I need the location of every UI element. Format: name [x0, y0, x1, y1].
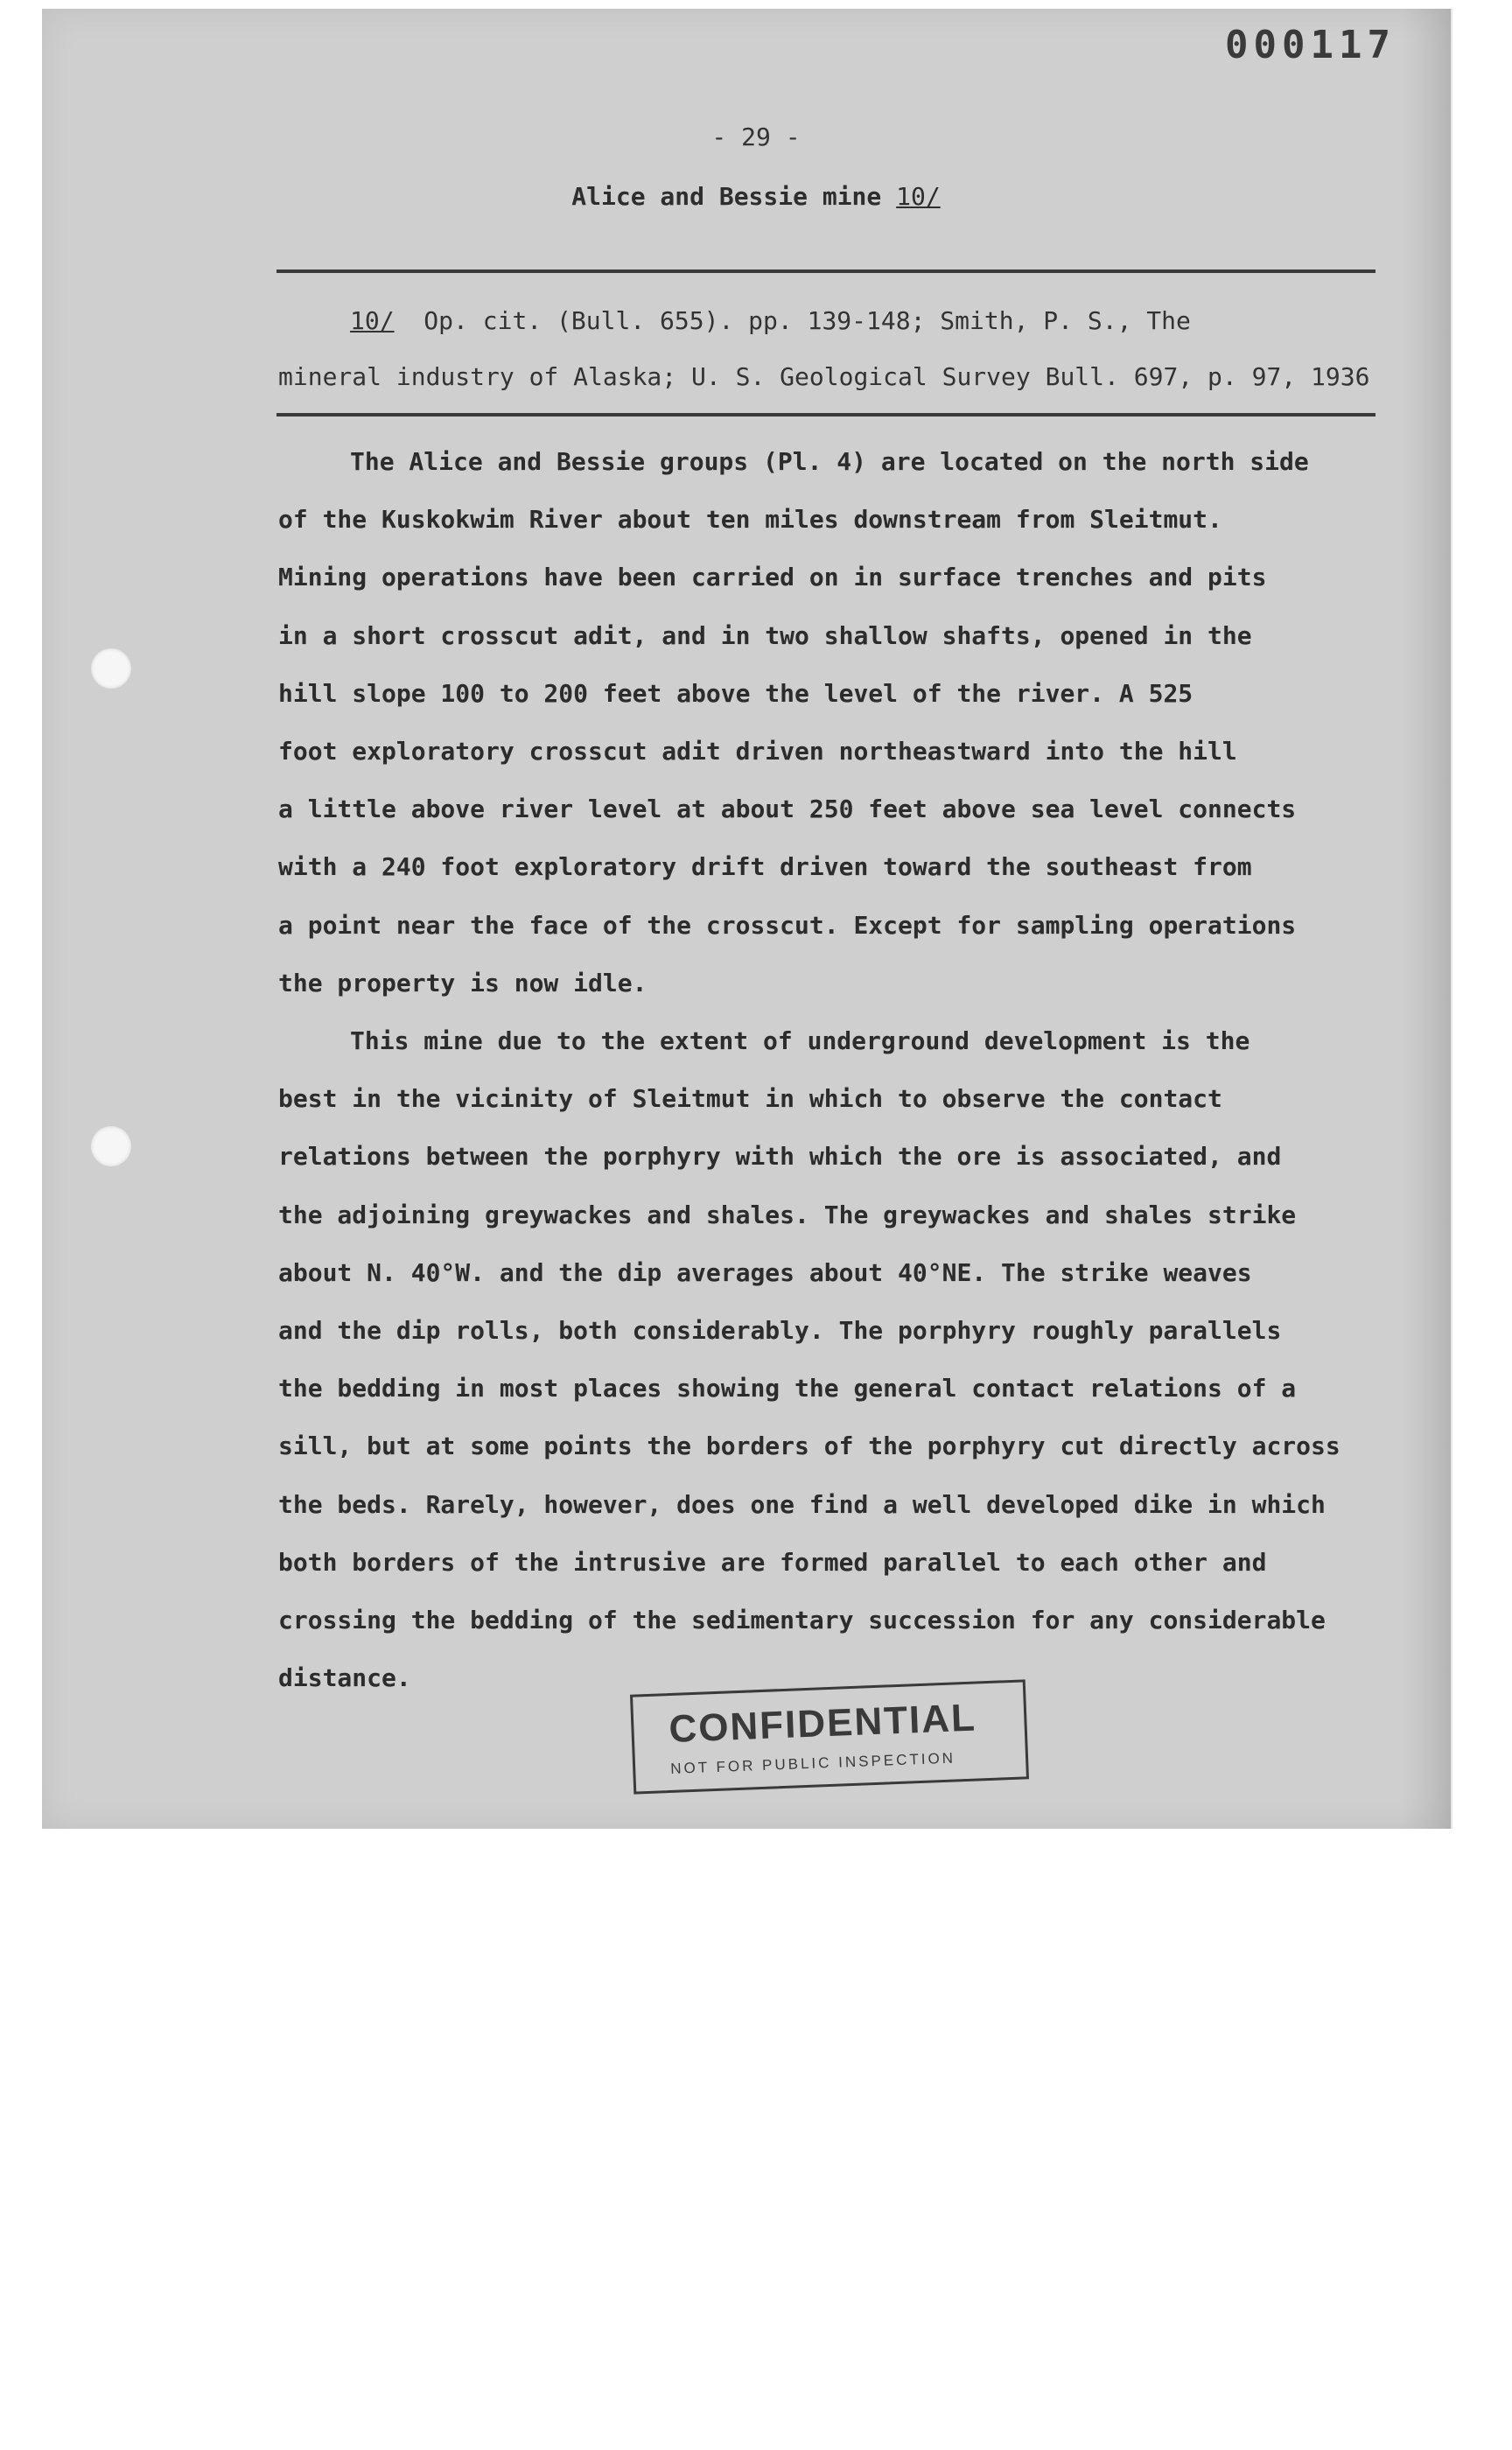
- footnote-ref-mark: 10/: [350, 306, 395, 335]
- paragraph-line: relations between the porphyry with which the ore is associated, and: [278, 1142, 1282, 1172]
- paragraph-line: hill slope 100 to 200 feet above the level of the river. A 525: [278, 678, 1194, 708]
- paragraph-line: and the dip rolls, both considerably. The porphyry roughly parallels: [278, 1316, 1282, 1346]
- paragraph-line: both borders of the intrusive are formed parallel to each other and: [278, 1547, 1267, 1577]
- paragraph-line: foot exploratory crosscut adit driven northeastward into the hill: [278, 737, 1237, 766]
- paragraph-line: about N. 40°W. and the dip averages about 40°NE. The strike weaves: [278, 1257, 1252, 1287]
- page-edge-shadow: [1400, 9, 1452, 1829]
- paragraph-line: the property is now idle.: [278, 968, 648, 998]
- paragraph-line: in a short crosscut adit, and in two shallow shafts, opened in the: [278, 620, 1252, 650]
- paragraph-line: the beds. Rarely, however, does one find a well developed dike in which: [278, 1489, 1326, 1519]
- footnote-top-rule: [276, 270, 1376, 273]
- section-title-footnote-ref: 10/: [896, 182, 941, 211]
- punch-hole-top: [91, 648, 131, 689]
- paragraph-line: The Alice and Bessie groups (Pl. 4) are located on the north side: [350, 447, 1309, 476]
- document-number: 000117: [1225, 23, 1396, 67]
- stamp-title: CONFIDENTIAL: [668, 1696, 977, 1752]
- paragraph-line: a little above river level at about 250 feet above sea level connects: [278, 794, 1297, 824]
- stamp-subtitle: NOT FOR PUBLIC INSPECTION: [669, 1749, 956, 1777]
- section-title-text: Alice and Bessie mine: [571, 182, 882, 211]
- footnote-line-2: mineral industry of Alaska; U. S. Geological Survey Bull. 697, p. 97, 1936: [278, 362, 1370, 391]
- page-number: - 29 -: [711, 122, 801, 151]
- punch-hole-bottom: [91, 1126, 131, 1166]
- section-title: [0, 182, 1512, 211]
- footnote-bottom-rule: [276, 413, 1376, 416]
- paragraph-line: best in the vicinity of Sleitmut in which to observe the contact: [278, 1084, 1222, 1114]
- paragraph-line: the adjoining greywackes and shales. The greywackes and shales strike: [278, 1200, 1297, 1229]
- paragraph-line: This mine due to the extent of underground development is the: [350, 1026, 1250, 1056]
- paragraph-line: Mining operations have been carried on in surface trenches and pits: [278, 563, 1267, 592]
- confidential-stamp: [630, 1679, 1029, 1794]
- paragraph-line: the bedding in most places showing the general contact relations of a: [278, 1374, 1297, 1404]
- paragraph-line: crossing the bedding of the sedimentary succession for any considerable: [278, 1606, 1326, 1635]
- paragraph-1: [278, 433, 1398, 1012]
- footnote: [278, 293, 1381, 405]
- footnote-line-1-text: Op. cit. (Bull. 655). pp. 139-148; Smith, P. S., The: [424, 306, 1191, 335]
- paragraph-line: distance.: [278, 1663, 411, 1693]
- paragraph-line: sill, but at some points the borders of the porphyry cut directly across: [278, 1432, 1340, 1461]
- paragraph-2: [278, 1012, 1398, 1707]
- paragraph-line: of the Kuskokwim River about ten miles downstream from Sleitmut.: [278, 505, 1222, 535]
- footnote-line-1: [278, 293, 1381, 349]
- paragraph-line: with a 240 foot exploratory drift driven toward the southeast from: [278, 852, 1252, 882]
- paragraph-line: a point near the face of the crosscut. Except for sampling operations: [278, 910, 1297, 940]
- body-text: [278, 433, 1398, 1707]
